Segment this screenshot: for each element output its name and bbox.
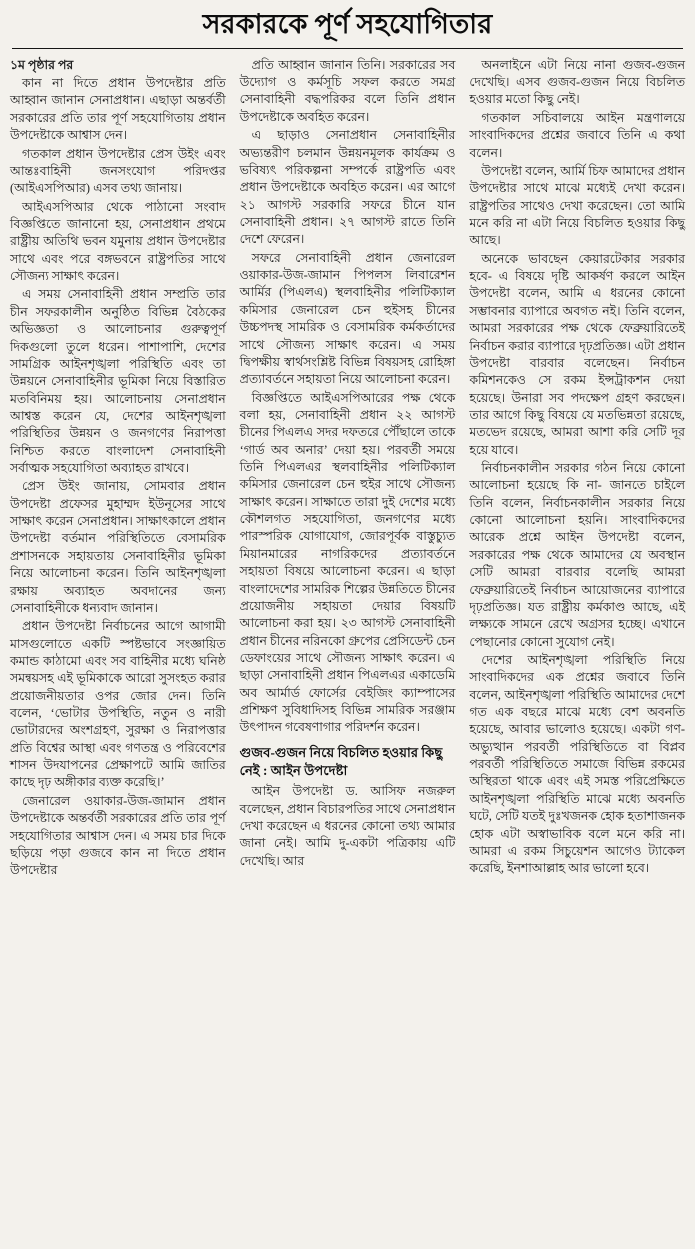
body-paragraph: দেশের আইনশৃঙ্খলা পরিস্থিতি নিয়ে সাংবাদিকদের এক প্রশ্নের জবাবে তিনি বলেন, আইনশৃঙ্খলা পরিস্থিতি আমাদের দেশে গত এক বছরে মাঝে মধ্যে বেশ অবনতি হয়েছে, আবার ভালোও হয়েছে। একটা গণ-অভ্যুত্থান পরবর্তী পরিস্থিতিতে বা বিপ্লব পরবর্তী পরিস্থিতিতে সমাজে বিভিন্ন রকমের অস্থিরতা থাকে এবং এই সমস্ত পরিপ্রেক্ষিতে আইনশৃঙ্খলা পরিস্থিতি মাঝে মধ্যে অবনতি ঘটে, সেটি যতই দুঃখজনক হোক হতাশাজনক হোক এটা অস্বাভাবিক বলে মনে করি না। আমরা এ রকম সিচুয়েশন আগেও ট্যাকেল করেছি, ইনশাআল্লাহ আর ভালো হবে।	[469, 652, 686, 876]
column-2	[240, 57, 456, 871]
continued-from-note: ১ম পৃষ্ঠার পর	[10, 57, 74, 72]
body-paragraph: অনলাইনে এটা নিয়ে নানা গুজব-গুজন দেখেছি। এসব গুজব-গুজন নিয়ে বিচলিত হওয়ার মতো কিছু নেই।	[469, 57, 686, 107]
body-paragraph: বিজ্ঞপ্তিতে আইএসপিআরের পক্ষ থেকে বলা হয়, সেনাবাহিনী প্রধান ২২ আগস্ট চীনের পিএলএ সদর দফতরে পৌঁছালে তাকে ‘গার্ড অব অনার’ দেয়া হয়। পরবর্তী সময়ে তিনি পিএলএর স্থলবাহিনীর পলিটিক্যাল কমিসার জেনারেল চেন হুইর সাথে সৌজন্য সাক্ষাৎ করেন। সাক্ষাতে তারা দুই দেশের মধ্যে কৌশলগত সহযোগিতা, জনগণের মধ্যে পারস্পরিক যোগাযোগ, জোরপূর্বক বাস্তুচ্যুত মিয়ানমারের নাগরিকদের প্রত্যাবর্তনে সহায়তা বিষয়ে আলোচনা করেন। এ ছাড়া বাংলাদেশের সামরিক শিল্পের উন্নতিতে চীনের প্রয়োজনীয় সহায়তা দেয়ার বিষয়টি আলোচনা করা হয়। ২৩ আগস্ট সেনাবাহিনী প্রধান চীনের নরিনকো গ্রুপের প্রেসিডেন্ট চেন ডেফাংয়ের সাথে সৌজন্য সাক্ষাৎ করেন। এ ছাড়া সেনাবাহিনী প্রধান পিএলএর একাডেমি অব আর্মার্ড ফোর্সের বেইজিং ক্যাম্পাসের প্রশিক্ষণ সুবিধাদিসহ বিভিন্ন সামরিক সরঞ্জাম উৎপাদন গবেষণাগার পরিদর্শন করেন।	[239, 390, 456, 735]
headline-divider	[12, 48, 683, 49]
body-paragraph: আইএসপিআর থেকে পাঠানো সংবাদ বিজ্ঞপ্তিতে জানানো হয়, সেনাপ্রধান প্রথমে রাষ্ট্রীয় অতিথি ভবন যমুনায় প্রধান উপদেষ্টার সাথে এবং পরে বঙ্গভবনে রাষ্ট্রপতির সাথে সৌজন্য সাক্ষাৎ করেন।	[10, 199, 226, 284]
body-paragraph: এ ছাড়াও সেনাপ্রধান সেনাবাহিনীর অভ্যন্তরীণ চলমান উন্নয়নমূলক কার্যক্রম ও ভবিষ্যৎ পরিকল্পনা সম্পর্কে রাষ্ট্রপতি এবং প্রধান উপদেষ্টাকে অবহিত করেন। এর আগে ২১ আগস্ট সরকারি সফরে চীনে যান সেনাবাহিনী প্রধান। ২৭ আগস্ট রাতে তিনি দেশে ফেরেন।	[239, 128, 456, 247]
body-paragraph: এ সময় সেনাবাহিনী প্রধান সম্প্রতি তার চীন সফরকালীন অনুষ্ঠিত বিভিন্ন বৈঠকের অভিজ্ঞতা ও আলোচনার গুরুত্বপূর্ণ দিকগুলো তুলে ধরেন। পাশাপাশি, দেশের সামগ্রিক আইনশৃঙ্খলা পরিস্থিতি এবং তা উন্নয়নে সেনাবাহিনীর ভূমিকা নিয়ে বিস্তারিত মতবিনিময় হয়। আলোচনায় সেনাপ্রধান আশ্বস্ত করেন যে, দেশের আইনশৃঙ্খলা পরিস্থিতির উন্নয়ন ও জনগণের নিরাপত্তা নিশ্চিত করতে বাংলাদেশ সেনাবাহিনী সর্বাত্মক সহযোগিতা অব্যাহত রাখবে।	[10, 287, 226, 476]
article-headline: সরকারকে পূর্ণ সহযোগিতার	[202, 9, 493, 39]
column-1	[10, 57, 226, 881]
body-paragraph: প্রতি আহ্বান জানান তিনি। সরকারের সব উদ্যোগ ও কর্মসূচি সফল করতে সমগ্র সেনাবাহিনী বদ্ধপরিকর বলে তিনি প্রধান উপদেষ্টাকে অবহিত করেন।	[239, 57, 456, 124]
body-paragraph: গতকাল সচিবালয়ে আইন মন্ত্রণালয়ে সাংবাদিকদের প্রশ্নের জবাবে তিনি এ কথা বলেন।	[469, 110, 686, 160]
body-paragraph: সফরে সেনাবাহিনী প্রধান জেনারেল ওয়াকার-উজ-জামান পিপলস লিবারেশন আর্মির (পিএলএ) স্থলবাহিনীর পলিটিক্যাল কমিসার জেনারেল চেন হুইসহ চীনের উচ্চপদস্থ সামরিক ও বেসামরিক কর্মকর্তাদের সাথে সৌজন্য সাক্ষাৎ করেন। এ সময় দ্বিপক্ষীয় স্বার্থসংশ্লিষ্ট বিভিন্ন বিষয়সহ রোহিঙ্গা প্রত্যাবর্তনে সহায়তা নিয়ে আলোচনা করেন।	[239, 250, 456, 387]
body-paragraph: অনেকে ভাবছেন কেয়ারটেকার সরকার হবে- এ বিষয়ে দৃষ্টি আকর্ষণ করলে আইন উপদেষ্টা বলেন, আমি এ ধরনের কোনো সম্ভাবনার ব্যাপারে অবগত নই। তিনি বলেন, আমরা সরকারের পক্ষ থেকে ফেব্রুয়ারিতেই নির্বাচন করার ব্যাপারে দৃঢ়প্রতিজ্ঞ। এটা প্রধান উপদেষ্টা বারবার বলেছেন। নির্বাচন কমিশনকেও সে রকম ইন্সট্রাকশন দেয়া হয়েছে। উনারা সব পদক্ষেপ গ্রহণ করছেন। তার আগে কিছু বিষয়ে যে মতভিন্নতা রয়েছে, মতভেদ রয়েছে, আমরা আশা করি সেটি দূর হয়ে যাবে।	[469, 251, 686, 457]
body-paragraph: প্রধান উপদেষ্টা নির্বাচনের আগে আগামী মাসগুলোতে একটি স্পষ্টভাবে সংজ্ঞায়িত কমান্ড কাঠামো এবং সব বাহিনীর মধ্যে ঘনিষ্ঠ সমন্বয়সহ এই ভূমিকাকে আরো সুসংহত করার প্রয়োজনীয়তার ওপর জোর দেন। তিনি বলেন, ‘ভোটার উপস্থিতি, নতুন ও নারী ভোটারদের অংশগ্রহণ, সুরক্ষা ও নিরাপত্তার প্রতি বিশ্বের আস্থা এবং গণতন্ত্র ও পরিবেশের শাসন উদযাপনের প্রেক্ষাপটে আমি জাতির কাছে দৃঢ় অঙ্গীকার ব্যক্ত করেছি।’	[10, 619, 226, 790]
body-paragraph: প্রেস উইং জানায়, সোমবার প্রধান উপদেষ্টা প্রফেসর মুহাম্মদ ইউনূসের সাথে সাক্ষাৎ করেন সেনাপ্রধান। সাক্ষাৎকালে প্রধান উপদেষ্টা বর্তমান পরিস্থিতিতে বেসামরিক প্রশাসনকে সহায়তায় সেনাবাহিনীর ভূমিকা নিয়ে আলোচনা করেন। তিনি আইনশৃঙ্খলা রক্ষায় অব্যাহত অবদানের জন্য সেনাবাহিনীকে ধন্যবাদ জানান।	[10, 479, 226, 615]
body-paragraph: কান না দিতে প্রধান উপদেষ্টার প্রতি আহ্বান জানান সেনাপ্রধান। এছাড়া অন্তর্বর্তী সরকারের প্রতি তার পূর্ণ সহযোগিতায় প্রধান উপদেষ্টাকে আশ্বাস দেন।	[10, 76, 226, 143]
column-3	[469, 57, 685, 879]
body-paragraph: উপদেষ্টা বলেন, আর্মি চিফ আমাদের প্রধান উপদেষ্টার সাথে মাঝে মধ্যেই দেখা করেন। রাষ্ট্রপতির সাথেও দেখা করেছেন। তো আমি মনে করি না এটা নিয়ে বিচলিত হওয়ার কিছু আছে।	[469, 163, 686, 248]
article-columns	[10, 57, 685, 881]
section-subhead: গুজব-গুজন নিয়ে বিচলিত হওয়ার কিছু নেই : আইন উপদেষ্টা	[239, 744, 443, 778]
body-paragraph: জেনারেল ওয়াকার-উজ-জামান প্রধান উপদেষ্টাকে অন্তর্বর্তী সরকারের প্রতি তার পূর্ণ সহযোগিতার আশ্বাস দেন। এ সময় চার দিকে ছড়িয়ে পড়া গুজবে কান না দিতে প্রধান উপদেষ্টার	[10, 793, 226, 878]
body-paragraph: নির্বাচনকালীন সরকার গঠন নিয়ে কোনো আলোচনা হয়েছে কি না- জানতে চাইলে তিনি বলেন, নির্বাচনকালীন সরকার নিয়ে কোনো আলোচনা হয়নি। সাংবাদিকদের আরেক প্রশ্নে আইন উপদেষ্টা বলেন, সরকারের পক্ষ থেকে আমাদের যে অবস্থান সেটি আমরা বারবার বলেছি আমরা ফেব্রুয়ারিতেই নির্বাচন আয়োজনের ব্যাপারে দৃঢ়প্রতিজ্ঞ। যত রাষ্ট্রীয় কর্মকাণ্ড আছে, এই লক্ষ্যকে সামনে রেখে অগ্রসর হচ্ছে। এখানে পেছানোর কোনো সুযোগ নেই।	[469, 461, 686, 649]
body-paragraph: আইন উপদেষ্টা ড. আসিফ নজরুল বলেছেন, প্রধান বিচারপতির সাথে সেনাপ্রধান দেখা করেছেন এ ধরনের কোনো তথ্য আমার জানা নেই। আমি দু-একটা পত্রিকায় এটি দেখেছি। আর	[239, 784, 456, 868]
body-paragraph: গতকাল প্রধান উপদেষ্টার প্রেস উইং এবং আন্তঃবাহিনী জনসংযোগ পরিদপ্তর (আইএসপিআর) এসব তথ্য জানায়।	[10, 146, 226, 196]
